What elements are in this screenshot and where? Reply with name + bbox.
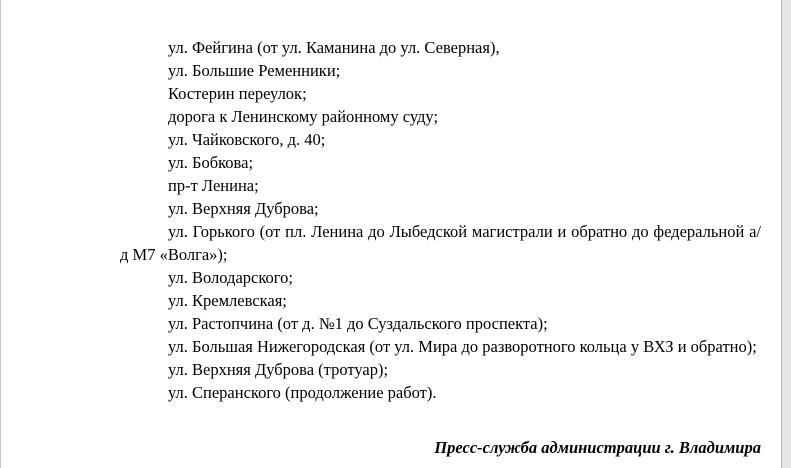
list-item-nizhegorodskaya: ул. Большая Нижегородская (от ул. Мира до разворотного кольца у ВХЗ и обратно); xyxy=(168,337,757,356)
list-item: пр-т Ленина; xyxy=(168,176,259,195)
list-item: ул. Володарского; xyxy=(168,268,293,287)
list-item: ул. Большие Ременники; xyxy=(168,61,341,80)
list-item: ул. Сперанского (продолжение работ). xyxy=(168,383,437,402)
list-item: ул. Кремлевская; xyxy=(168,291,287,310)
list-item: ул. Верхняя Дуброва; xyxy=(168,199,319,218)
list-item: ул. Чайковского, д. 40; xyxy=(168,130,326,149)
list-item: дорога к Ленинскому районному суду; xyxy=(168,107,439,126)
street-list xyxy=(120,36,761,404)
page-right-margin-shade xyxy=(782,0,791,468)
page-left-border xyxy=(0,0,1,468)
list-item: ул. Бобкова; xyxy=(168,153,254,172)
list-item: ул. Верхняя Дуброва (тротуар); xyxy=(168,360,389,379)
list-item: ул. Растопчина (от д. №1 до Суздальского проспекта); xyxy=(168,314,548,333)
list-item-gorkogo: ул. Горького (от пл. Ленина до Лыбедской магистрали и обратно до федеральной а/д М7 «Волга»); xyxy=(120,222,761,264)
list-item: ул. Фейгина (от ул. Каманина до ул. Северная), xyxy=(168,38,500,57)
press-service-signature: Пресс-служба администрации г. Владимира xyxy=(434,438,761,457)
list-item: Костерин переулок; xyxy=(168,84,307,103)
